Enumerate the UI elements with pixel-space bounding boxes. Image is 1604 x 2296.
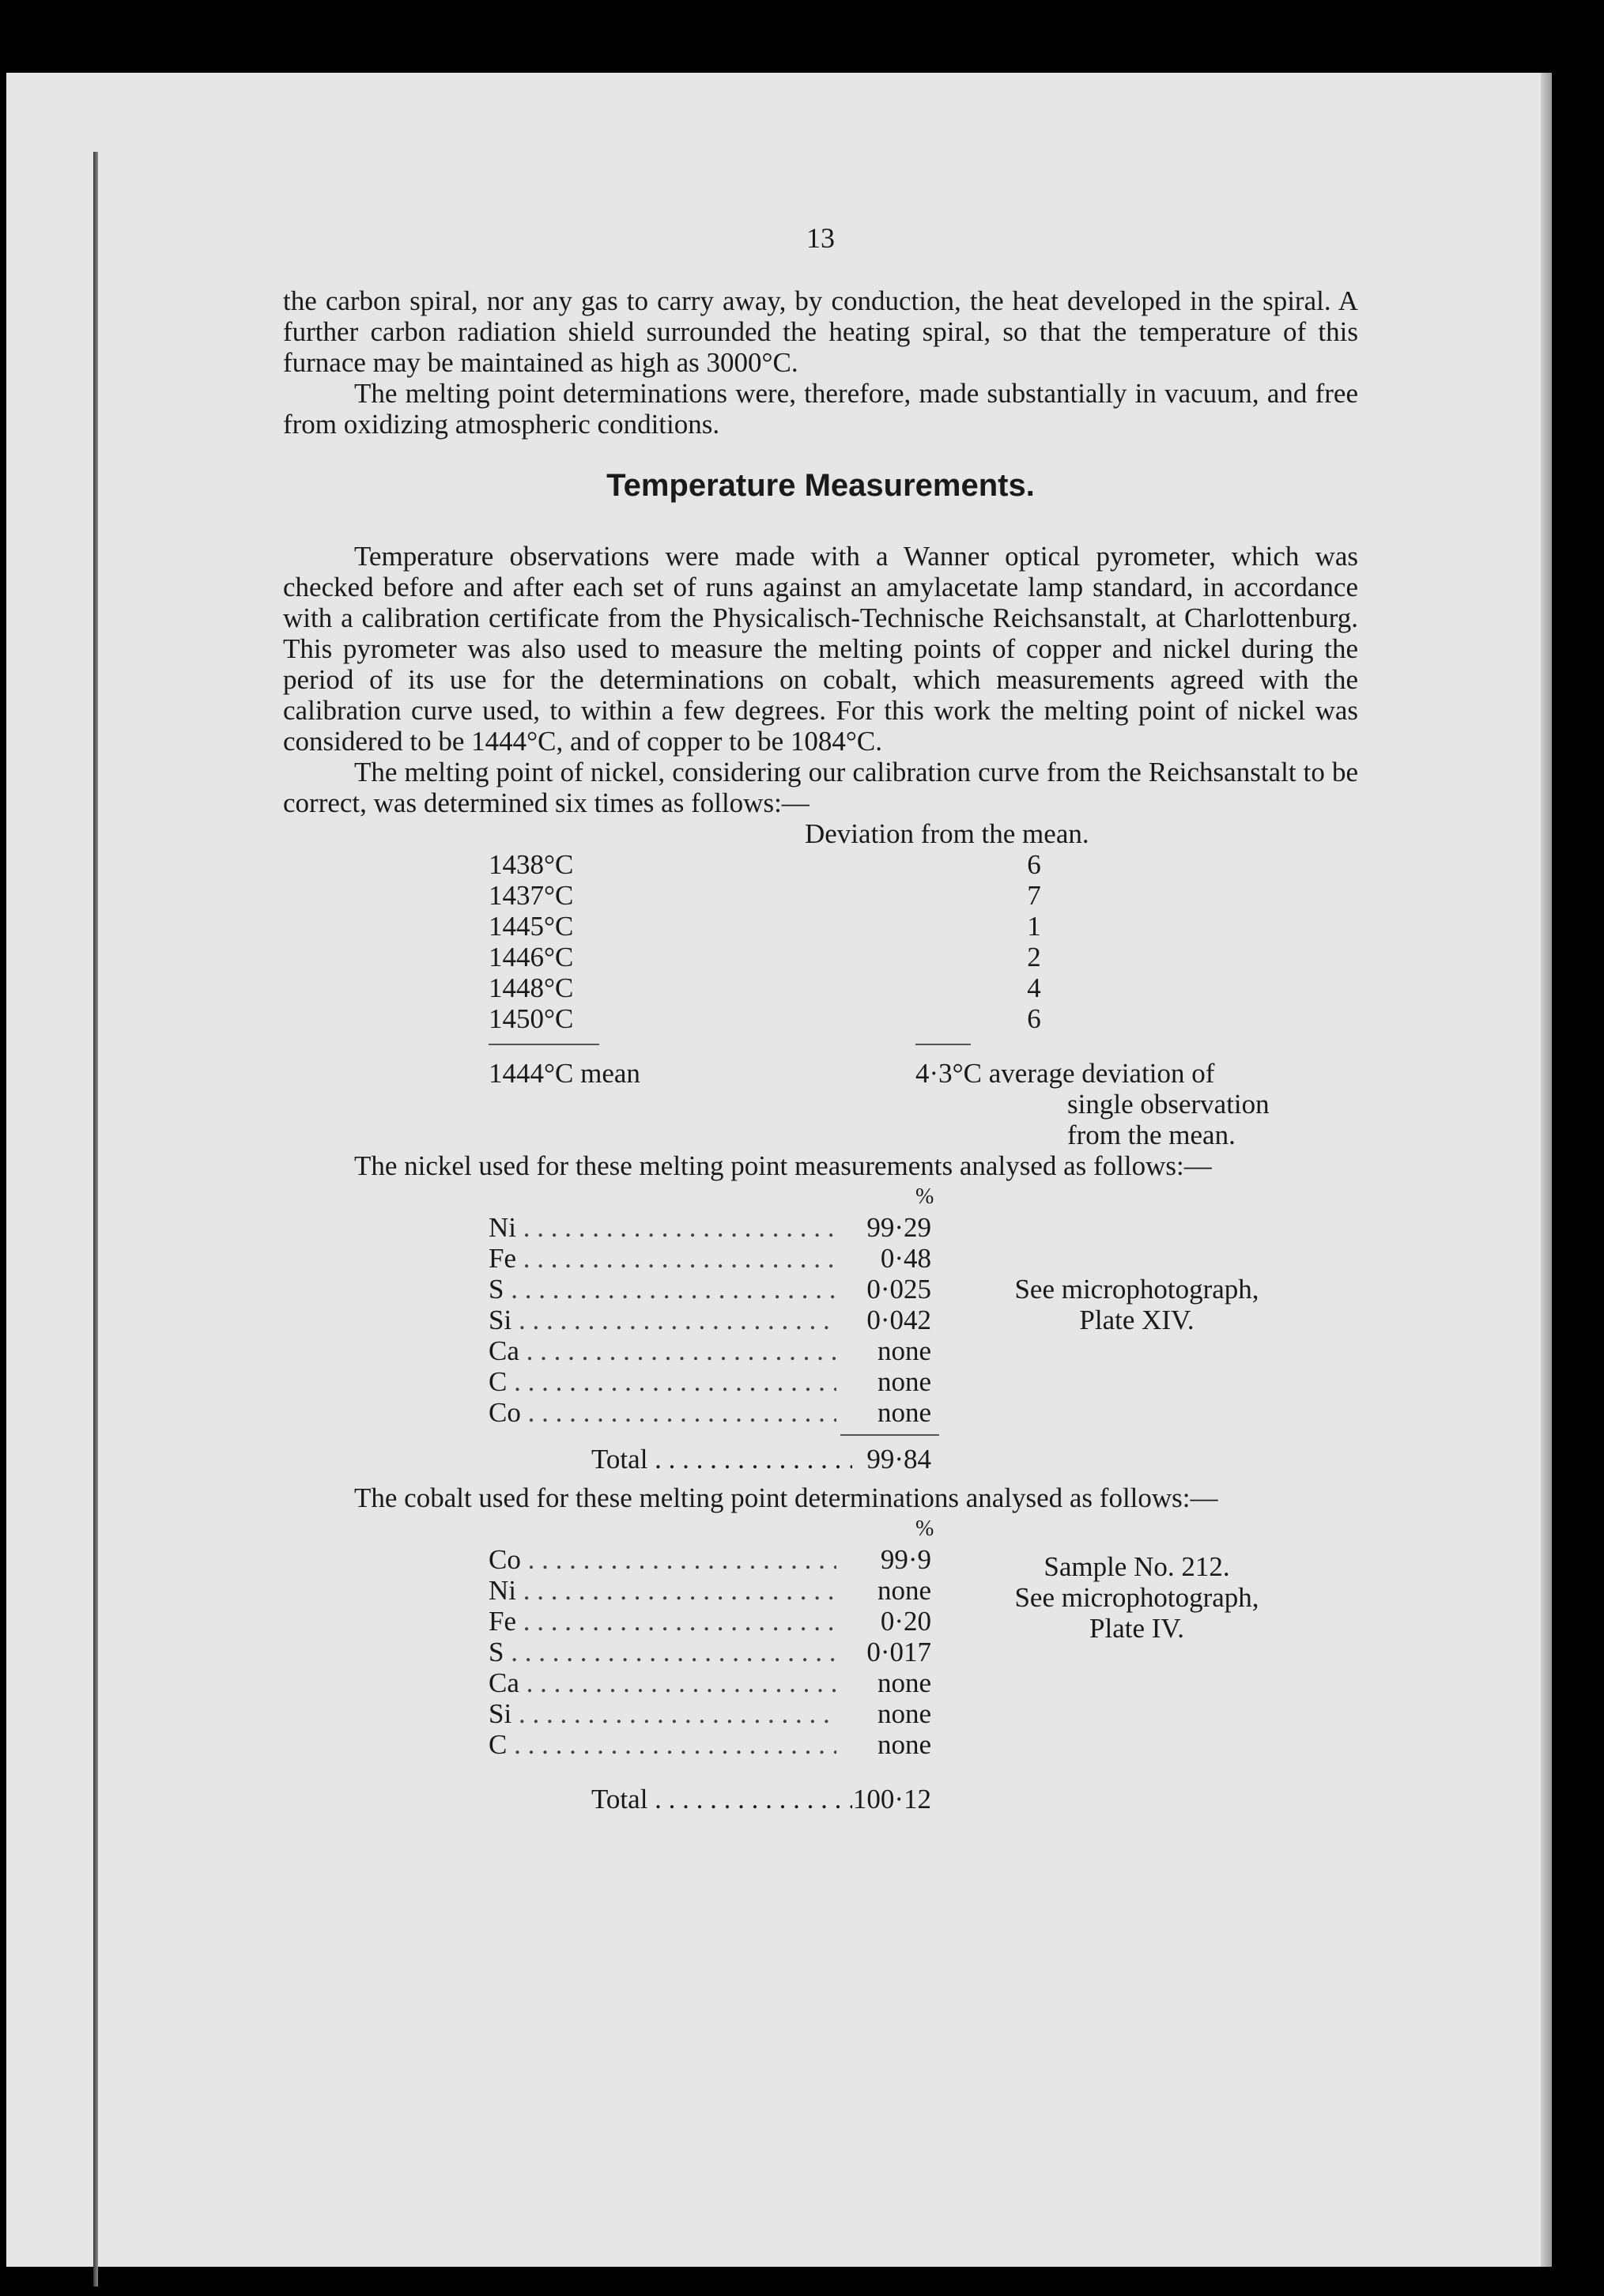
element-percent: 0·025 — [836, 1274, 931, 1305]
paragraph-1: the carbon spiral, nor any gas to carry away, by conduction, the heat developed in the spiral. A further carbon radiation shield surrounded the heating spiral, so that the temperature of this furnace may be maintained as high as 3000°C. — [283, 285, 1358, 378]
analysis-row — [489, 1667, 931, 1698]
percent-header: % — [915, 1184, 934, 1209]
element-symbol: C . . . — [489, 1729, 836, 1760]
analysis-row — [489, 1729, 931, 1760]
average-deviation-line-2: single observation — [1067, 1089, 1270, 1120]
deviation-rule — [915, 1044, 971, 1045]
element-symbol: Si . . . — [489, 1305, 836, 1335]
analysis-row — [489, 1212, 931, 1243]
total-label: Total . . . — [591, 1444, 852, 1475]
observation-row — [283, 880, 1358, 911]
element-symbol: S . . . — [489, 1637, 836, 1667]
observation-value: 1446°C — [489, 942, 574, 972]
percent-header: % — [915, 1516, 934, 1541]
element-percent: 0·48 — [836, 1243, 931, 1274]
observation-value: 1438°C — [489, 849, 574, 880]
cobalt-note-line-1: Sample No. 212. — [1044, 1551, 1230, 1582]
average-deviation-line-1: 4·3°C average deviation of — [915, 1058, 1215, 1089]
nickel-note-line-2: Plate XIV. — [1079, 1305, 1195, 1335]
element-symbol: Ni . . . — [489, 1575, 836, 1606]
nickel-observations-table — [283, 818, 1358, 1150]
nickel-analysis — [489, 1181, 1358, 1475]
element-percent: none — [836, 1729, 931, 1760]
element-symbol: Fe . . . — [489, 1243, 836, 1274]
element-percent: none — [836, 1667, 931, 1698]
total-row — [591, 1444, 931, 1475]
element-percent: 99·9 — [836, 1544, 931, 1575]
observation-deviation: 6 — [1027, 849, 1041, 880]
average-deviation-line-3: from the mean. — [1067, 1120, 1236, 1150]
element-symbol: Si . . . — [489, 1698, 836, 1729]
element-symbol: S . . . — [489, 1274, 836, 1305]
analysis-row — [489, 1335, 931, 1366]
observation-row — [283, 972, 1358, 1003]
element-percent: 0·20 — [836, 1606, 931, 1637]
analysis-row — [489, 1305, 931, 1335]
observation-row — [283, 849, 1358, 880]
analysis-row — [489, 1397, 931, 1428]
observation-value: 1445°C — [489, 911, 574, 942]
analysis-row — [489, 1366, 931, 1397]
average-deviation — [915, 1058, 1342, 1150]
analysis-row — [489, 1274, 931, 1305]
scanned-page — [6, 73, 1552, 2267]
element-symbol: Ca . . . — [489, 1667, 836, 1698]
nickel-note-line-1: See microphotograph, — [1014, 1274, 1259, 1305]
nickel-note — [971, 1274, 1303, 1475]
analysis-row — [489, 1637, 931, 1667]
analysis-row — [489, 1698, 931, 1729]
element-symbol: Ni . . . — [489, 1212, 836, 1243]
element-percent: none — [836, 1366, 931, 1397]
observation-deviation: 7 — [1027, 880, 1041, 911]
analysis-row — [489, 1575, 931, 1606]
element-symbol: Co . . . — [489, 1397, 836, 1428]
observation-deviation: 2 — [1027, 942, 1041, 972]
analysis-row — [489, 1606, 931, 1637]
cobalt-analysis — [489, 1513, 1358, 1815]
page-edge — [1541, 73, 1552, 2267]
total-row — [591, 1784, 931, 1815]
observation-deviation: 4 — [1027, 972, 1041, 1003]
element-percent: none — [836, 1335, 931, 1366]
analysis-row — [489, 1243, 931, 1274]
binding-edge — [93, 152, 98, 2287]
element-percent: none — [836, 1698, 931, 1729]
total-rule — [840, 1434, 939, 1436]
total-value: 99·84 — [852, 1444, 931, 1475]
total-label: Total . . . — [591, 1784, 852, 1815]
analysis-row — [489, 1544, 931, 1575]
observation-row — [283, 942, 1358, 972]
element-percent: 0·042 — [836, 1305, 931, 1335]
observation-value: 1448°C — [489, 972, 574, 1003]
element-percent: 99·29 — [836, 1212, 931, 1243]
cobalt-note — [971, 1551, 1303, 1815]
mean-rule — [489, 1044, 599, 1045]
deviation-column-header: Deviation from the mean. — [805, 818, 1089, 849]
cobalt-note-line-3: Plate IV. — [1089, 1613, 1184, 1644]
element-percent: none — [836, 1575, 931, 1606]
element-symbol: Fe . . . — [489, 1606, 836, 1637]
paragraph-5: The nickel used for these melting point measurements analysed as follows:— — [354, 1150, 1212, 1181]
page-content — [283, 223, 1358, 1815]
element-percent: 0·017 — [836, 1637, 931, 1667]
paragraph-4: The melting point of nickel, considering our calibration curve from the Reichsanstalt to be correct, was determined six times as follows:— — [283, 757, 1358, 818]
element-percent: none — [836, 1397, 931, 1428]
mean-row — [283, 1058, 1358, 1150]
total-value: 100·12 — [852, 1784, 931, 1815]
observation-value: 1450°C — [489, 1003, 574, 1034]
paragraph-6: The cobalt used for these melting point determinations analysed as follows:— — [354, 1482, 1218, 1513]
element-symbol: Ca . . . — [489, 1335, 836, 1366]
paragraph-2: The melting point determinations were, therefore, made substantially in vacuum, and free from oxidizing atmospheric conditions. — [283, 378, 1358, 440]
element-symbol: Co . . . — [489, 1544, 836, 1575]
observation-row — [283, 911, 1358, 942]
element-symbol: C . . . — [489, 1366, 836, 1397]
cobalt-note-line-2: See microphotograph, — [1014, 1582, 1259, 1613]
section-heading: Temperature Measurements. — [606, 468, 1035, 503]
observation-deviation: 6 — [1027, 1003, 1041, 1034]
observation-deviation: 1 — [1027, 911, 1041, 942]
page-number: 13 — [806, 222, 835, 254]
mean-value: 1444°C mean — [489, 1058, 640, 1089]
observation-row — [283, 1003, 1358, 1034]
paragraph-3: Temperature observations were made with a Wanner optical pyrometer, which was checked before and after each set of runs against an amylacetate lamp standard, in accordance with a calibration certificate from the Physicalisch-Technische Reichsanstalt, at Charlottenburg. This pyrometer was also used to measure the melting points of copper and nickel during the period of its use for the determinations on cobalt, which measurements agreed with the calibration curve used, to within a few degrees. For this work the melting point of nickel was considered to be 1444°C, and of copper to be 1084°C. — [283, 541, 1358, 757]
observation-value: 1437°C — [489, 880, 574, 911]
